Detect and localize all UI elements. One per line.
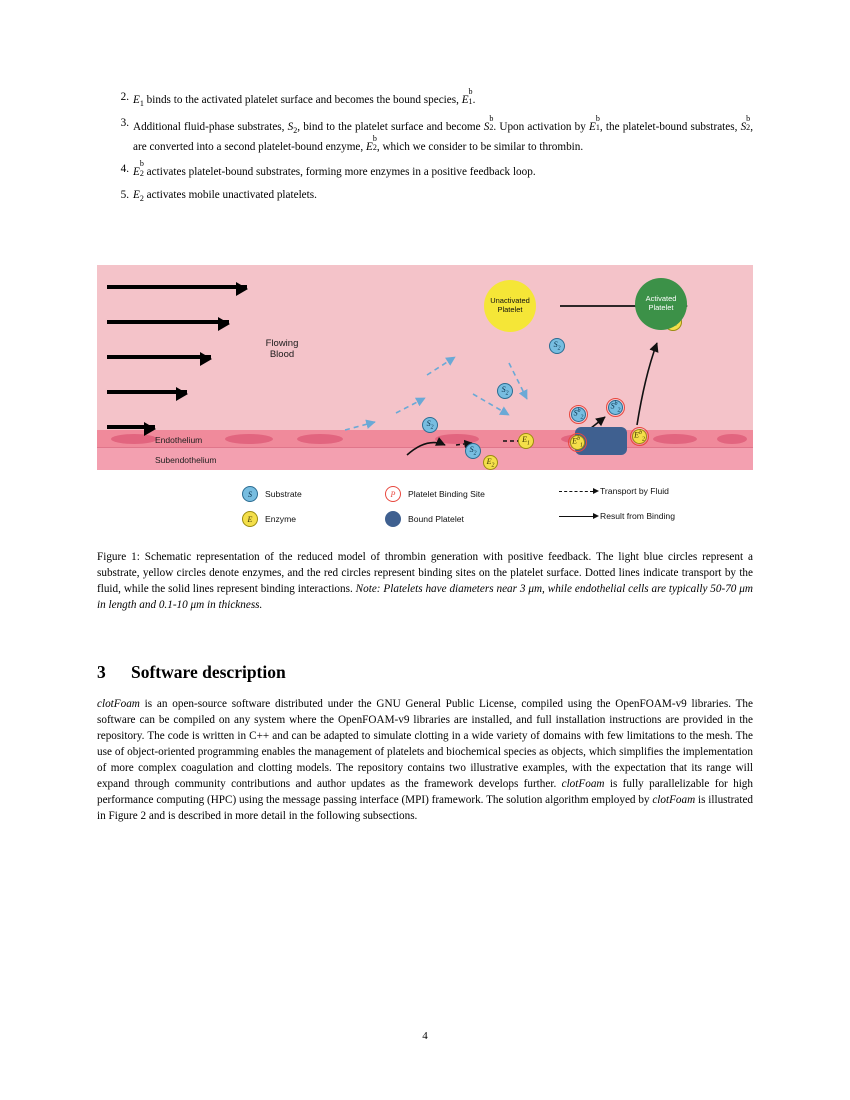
flowing-blood-line2: Blood [269,348,295,360]
list-item-number: 3. [120,117,129,130]
activated-platelet [635,278,687,330]
list-item [97,87,753,110]
unactivated-platelet [484,280,536,332]
figure-legend [97,478,753,540]
unactivated-platelet-line1: Unactivated [490,296,530,306]
legend-item-bound-platelet [385,511,464,527]
list-item-number: 4. [120,163,129,175]
activated-platelet-line1: Activated [645,294,677,304]
enzyme-icon: E [242,511,258,527]
page-number: 4 [422,1030,428,1042]
legend-label: Platelet Binding Site [408,489,485,499]
species-node-enzyme-bound: $E^b_2$ [632,429,647,444]
numbered-steps-block [97,87,753,211]
subendothelium-label: Subendothelium [155,455,217,465]
list-item [97,188,753,205]
dashed-arrow-icon [559,491,593,492]
activated-platelet-line2: Platelet [648,303,674,312]
numbered-steps [97,87,753,204]
legend-label: Enzyme [265,514,297,524]
flowing-blood-line1: Flowing [265,338,299,349]
section-heading [97,662,753,683]
legend-label: Transport by Fluid [600,486,669,496]
section-body: clotFoam is an open-source software distributed under the GNU General Public License, compiled using the OpenFOAM-v9 libraries. The software can be compiled on any system where the OpenFOAM-v9 libraries are installed, and full installation instructions are provided in the repository. The code is written in C++ and can be adapted to simulate clotting in a wide variety of domains with few limitations to the mesh. The use of object-oriented programming enables the management of platelets and biochemical species as objects, which simplifies the implementation of more complex coagulation and clotting models. The repository contains two illustrative examples, with the expectation that its range will expand through community contributions and author updates as the framework develops further. clotFoam is fully parallelizable for high performance computing (HPC) using the message passing interface (MPI) framework. The solution algorithm employed by clotFoam is illustrated in Figure 2 and is described in more detail in the following subsections. [97,698,753,822]
legend-label: Substrate [265,489,302,499]
species-node-enzyme: $E_2$ [483,455,498,470]
list-item-number: 2. [120,91,129,103]
legend-item-binding-result [559,511,675,521]
endothelium-label: Endothelium [155,435,203,445]
figure-caption: Figure 1: Schematic representation of the reduced model of thrombin generation with positive feedback. The light blue circles represent a substrate, yellow circles denote enzymes, and the red circles represent binding sites on the platelet surface. Dotted lines indicate transport by the fluid, while the solid lines represent binding interactions. Note: Platelets have diameters near 3 μm, while endothelial cells are typically 50-70 μm in length and 0.1-10 μm in thickness. [97,551,753,611]
species-node-substrate-bound: $S^b_2$ [571,407,586,422]
species-node-substrate-bound: $S^b_2$ [608,400,623,415]
legend-item-substrate [242,486,302,502]
list-item-text: $E_1$ binds to the activated platelet surface and becomes the bound species, E b 1 . [133,87,476,109]
species-node-enzyme: $E_1$ [518,433,534,449]
list-item-number: 5. [120,188,129,201]
unactivated-platelet-line2: Platelet [497,305,523,314]
legend-item-enzyme [242,511,296,527]
list-item-text: $E_2$ activates mobile unactivated platelets. [133,188,317,203]
platelet-binding-site-icon: P [385,486,401,502]
solid-arrow-icon [559,516,593,517]
section-title: Software description [131,662,286,682]
legend-item-binding-site [385,486,485,502]
list-item [97,113,753,155]
list-item [97,159,753,181]
list-item-text: Additional fluid-phase substrates, $S_2$, bind to the platelet surface and become S b 2 . Upon activation by E b 1 , the platelet-bound substrates, S b 2 , are converted into a second platelet-bound enzyme, E b 2 , which we consider to be similar to thrombin. [133,113,753,153]
figure-1-diagram [97,265,753,470]
legend-item-transport [559,486,669,496]
list-item-text: E b 2 activates platelet-bound substrates, forming more enzymes in a positive feedback loop. [133,159,536,179]
species-node-substrate: $S_2$ [497,383,513,399]
species-node-substrate: $S_2$ [465,443,481,459]
legend-label: Bound Platelet [408,514,464,524]
species-node-substrate: $S_2$ [422,417,438,433]
legend-label: Result from Binding [600,511,675,521]
section-number: 3 [97,662,106,682]
bound-platelet-icon [385,511,401,527]
substrate-icon: S [242,486,258,502]
species-node-enzyme-bound: $E^b_1$ [570,435,585,450]
species-node-substrate: $S_2$ [549,338,565,354]
